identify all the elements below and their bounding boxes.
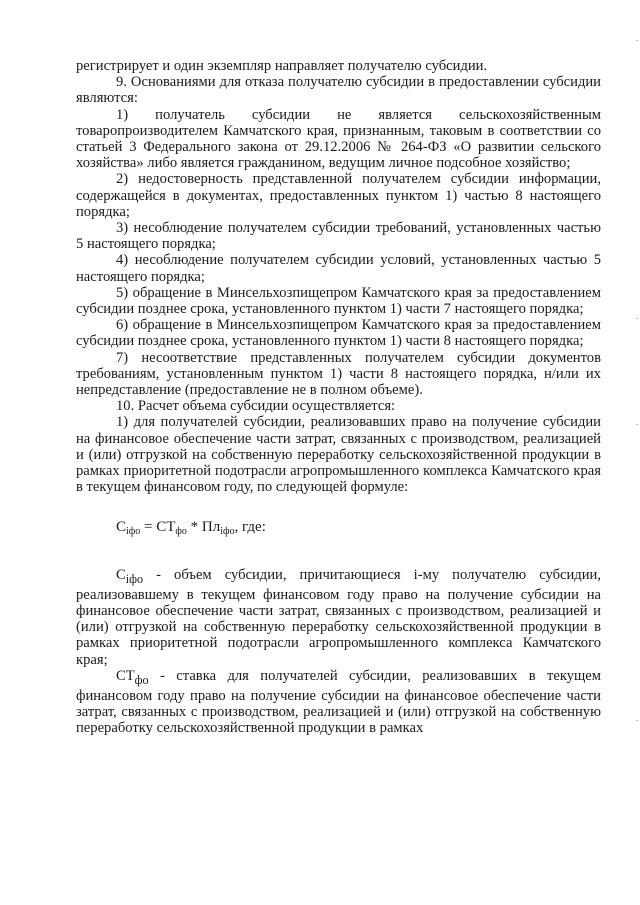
definition-symbol: СТ [116, 667, 135, 684]
subsidy-formula [116, 519, 601, 540]
scan-edge-mark [636, 424, 638, 425]
formula-times: * Пл [186, 519, 221, 536]
definition-symbol-sub: фо [134, 672, 149, 687]
paragraph-9-item-2: 2) недостоверность представленной получателем субсидии информации, содержащейся в документах, предоставленных пунктом 1) частью 8 настоящего порядка; [76, 171, 601, 220]
definition-symbol: С [116, 566, 126, 583]
definition-subsidy-volume [76, 567, 601, 668]
definition-text: - ставка для получателей субсидии, реализовавших в текущем финансовом году право на получение субсидии на финансовое обеспечение части затрат, связанных с производством, реализацией и (или) отгрузкой на собственную переработку сельскохозяйственной продукции в рамках [76, 667, 601, 737]
paragraph-9-item-7: 7) несоответствие представленных получателем субсидии документов требованиям, установленным пунктом 1) части 8 настоящего порядка, н/или их непредставление (предоставление не в полном объеме). [76, 349, 601, 399]
paragraph-9-item-1: 1) получатель субсидии не является сельскохозяйственным товаропроизводителем Камчатского края, признанным, таковым в соответствии со статьей 3 Федерального закона от 29.12.2006 № 264-ФЗ «О развитии сельского хозяйства» либо является гражданином, ведущим личное подсобное хозяйство; [76, 106, 601, 172]
definition-symbol-sub: iфо [125, 571, 144, 586]
paragraph-9: 9. Основаниями для отказа получателю субсидии в предоставлении субсидии являются: [76, 74, 601, 107]
formula-left-sub: iфо [126, 526, 141, 538]
definition-text: - объем субсидии, причитающиеся i-му получателю субсидии, реализовавшему в текущем финансовом году право на получение субсидии на финансовое обеспечение части затрат, связанных с производством, реализацией и (или) отгрузкой на собственную переработку сельскохозяйственной продукции в рамках приоритетной подотрасли агропромышленного комплекса Камчатского края; [76, 566, 601, 668]
scan-edge-mark [636, 40, 638, 41]
paragraph-10: 10. Расчет объема субсидии осуществляется: [116, 398, 396, 415]
paragraph-continuation: регистрирует и один экземпляр направляет получателю субсидии. [76, 58, 488, 74]
formula-right-sub: iфо [220, 526, 235, 538]
formula-mid-sub: фо [175, 526, 187, 538]
formula-left: С [116, 519, 127, 536]
definition-rate [76, 668, 601, 737]
document-page [76, 58, 601, 737]
paragraph-10-item-1: 1) для получателей субсидии, реализовавших право на получение субсидии на финансовое обеспечение части затрат, связанных с производством, реализацией и (или) отгрузкой на собственную переработку сельскохозяйственной продукции в рамках приоритетной подотрасли агропромышленного комплекса Камчатского края в текущем финансовом году, по следующей формуле: [76, 414, 601, 496]
formula-tail: , где: [234, 519, 266, 536]
paragraph-9-item-6: 6) обращение в Минсельхозпищепром Камчатского края за предоставлением субсидии позднее срока, установленного пунктом 1) части 8 настоящего порядка; [76, 317, 601, 350]
formula-equals: = СТ [140, 519, 176, 536]
paragraph-9-item-5: 5) обращение в Минсельхозпищепром Камчатского края за предоставлением субсидии позднее срока, установленного пунктом 1) части 7 настоящего порядка; [76, 284, 601, 318]
scan-edge-mark [636, 720, 638, 721]
paragraph-9-item-4: 4) несоблюдение получателем субсидии условий, установленных частью 5 настоящего порядка; [76, 252, 601, 285]
paragraph-9-item-3: 3) несоблюдение получателем субсидии требований, установленных частью 5 настоящего порядка; [76, 220, 601, 253]
scan-edge-mark [636, 318, 638, 319]
